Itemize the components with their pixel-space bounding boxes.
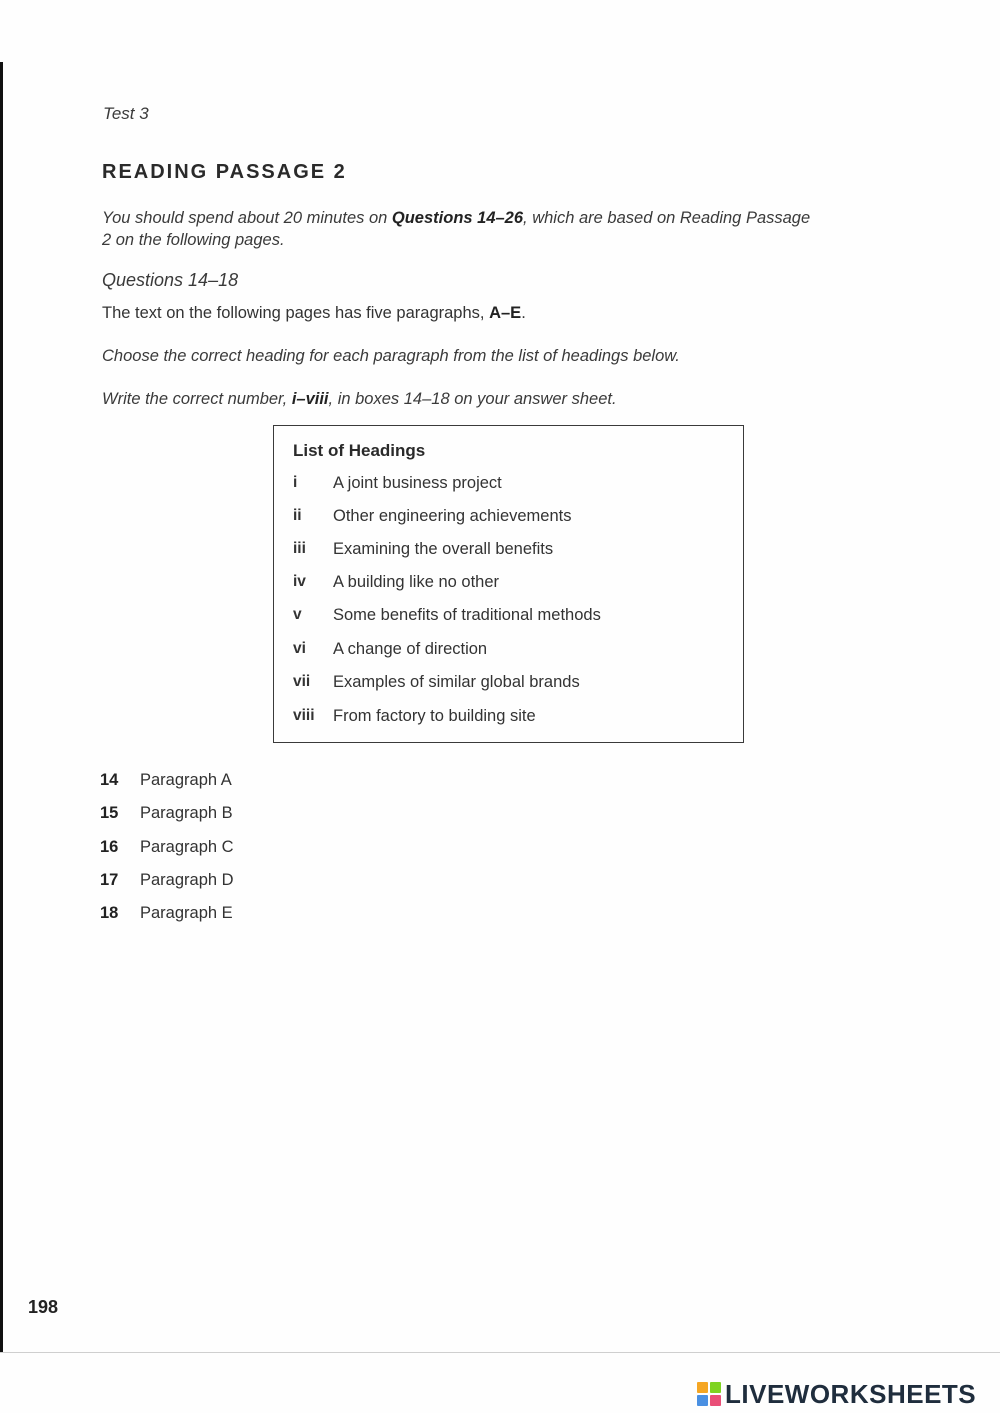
logo-square — [697, 1395, 708, 1406]
test-label: Test 3 — [103, 104, 149, 123]
question-text: Paragraph E — [140, 904, 233, 922]
heading-number: vii — [293, 673, 311, 690]
question-text: Paragraph C — [140, 838, 234, 856]
question-text: Paragraph D — [140, 871, 234, 889]
choose-instruction: Choose the correct heading for each paragraph from the list of headings below. — [102, 347, 680, 365]
heading-text: From factory to building site — [333, 707, 536, 725]
instructions-text-end: , which are based on Reading Passage 2 on the following pages. — [102, 209, 811, 249]
heading-number: i — [293, 474, 298, 491]
heading-text: Examining the overall benefits — [333, 540, 554, 558]
watermark-text: LIVEWORKSHEETS — [725, 1378, 977, 1409]
heading-text: A joint business project — [333, 474, 502, 492]
heading-number: iv — [293, 573, 306, 590]
page-bottom-border — [0, 1352, 1000, 1353]
heading-text: Other engineering achievements — [333, 507, 572, 525]
paragraphs-text: The text on the following pages has five paragraphs, — [102, 304, 490, 322]
logo-square — [697, 1382, 708, 1393]
paragraphs-end: . — [521, 304, 526, 322]
passage-title: READING PASSAGE 2 — [102, 161, 347, 183]
instructions-text: You should spend about 20 minutes on — [102, 209, 392, 227]
heading-number: ii — [293, 507, 302, 524]
list-of-headings-box — [273, 425, 744, 743]
page-number: 198 — [28, 1297, 59, 1317]
headings-box-title: List of Headings — [293, 441, 426, 460]
question-number: 16 — [100, 838, 119, 856]
heading-number: v — [293, 606, 302, 623]
liveworksheets-logo-icon — [697, 1382, 721, 1406]
instructions-questions: Questions 14–26 — [391, 209, 524, 227]
questions-range-heading: Questions 14–18 — [102, 270, 239, 290]
question-number: 17 — [100, 871, 119, 889]
heading-number: viii — [293, 707, 315, 724]
question-text: Paragraph B — [140, 804, 233, 822]
paragraphs-range: A–E — [489, 304, 522, 322]
paragraphs-statement — [102, 304, 526, 323]
time-instructions — [102, 207, 822, 251]
question-text: Paragraph A — [140, 771, 232, 789]
write-text: Write the correct number, — [102, 390, 292, 408]
write-range: i–viii — [291, 390, 329, 408]
heading-text: Some benefits of traditional methods — [333, 606, 601, 624]
logo-square — [710, 1395, 721, 1406]
heading-text: A building like no other — [333, 573, 500, 591]
question-number: 15 — [100, 804, 119, 822]
page-left-border — [0, 62, 3, 1352]
heading-text: A change of direction — [333, 640, 488, 658]
heading-number: vi — [293, 640, 306, 657]
heading-number: iii — [293, 540, 306, 557]
logo-square — [710, 1382, 721, 1393]
write-instruction — [102, 390, 617, 409]
liveworksheets-watermark[interactable] — [697, 1378, 976, 1410]
question-number: 14 — [100, 771, 119, 789]
heading-text: Examples of similar global brands — [333, 673, 580, 691]
question-number: 18 — [100, 904, 119, 922]
write-text-end: , in boxes 14–18 on your answer sheet. — [328, 390, 617, 408]
